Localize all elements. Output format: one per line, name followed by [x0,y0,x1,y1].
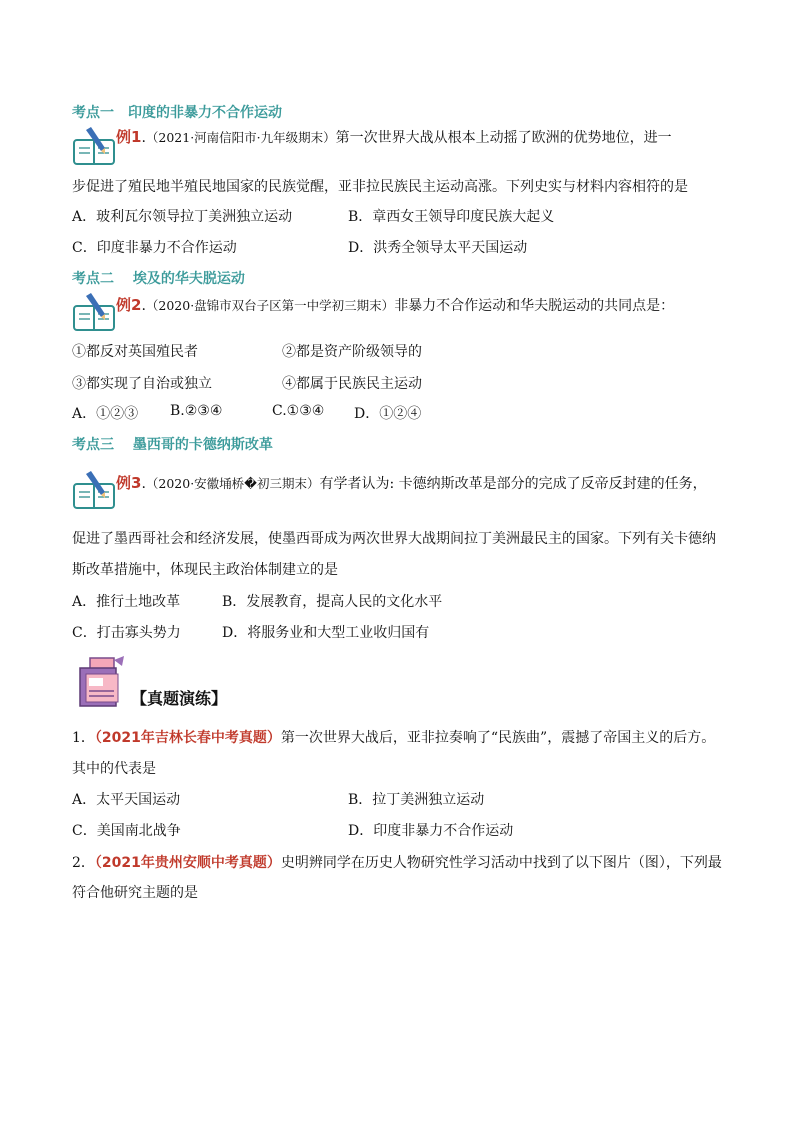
option-b: B．拉丁美洲独立运动 [348,792,485,808]
example-3 [116,472,707,493]
option-d: D．洪秀全领导太平天国运动 [348,240,528,256]
question-2-source: （2021年贵州安顺中考真题） [94,855,281,871]
option-a: A．玻利瓦尔领导拉丁美洲独立运动 [72,209,293,225]
practice-icon [76,656,128,708]
option-c: C.①③④ [272,403,325,419]
practice-question-1 [72,727,715,747]
question-2-number: 2． [72,855,95,871]
example-3-question-line3: 斯改革措施中，体现民主政治体制建立的是 [72,562,338,578]
example-2-question: 非暴力不合作运动和华夫脱运动的共同点是： [394,298,675,314]
book-pencil-icon [72,470,116,510]
option-c: C．美国南北战争 [72,823,181,839]
option-b: B．章西女王领导印度民族大起义 [348,209,555,225]
example-2 [116,294,674,315]
option-d: D．印度非暴力不合作运动 [348,823,514,839]
question-1-line2: 其中的代表是 [72,761,156,777]
example-1-source: （2021·河南信阳市·九年级期末） [145,130,336,145]
example-1 [116,126,672,147]
example-1-dot: . [141,130,146,146]
statement-3: ③都实现了自治或独立 [72,376,212,392]
practice-question-2 [72,852,722,872]
option-a: A．太平天国运动 [72,792,181,808]
example-2-source: （2020·盘锦市双台子区第一中学初三期末） [145,298,395,313]
example-3-dot: . [141,476,146,492]
book-pencil-icon [72,126,116,166]
kaodian-1-heading: 考点一 印度的非暴力不合作运动 [72,105,282,121]
example-2-label: 例2 [116,296,142,314]
option-d: D．将服务业和大型工业收归国有 [222,625,430,641]
example-2-dot: . [141,298,146,314]
option-c: C．打击寡头势力 [72,625,181,641]
question-1-source: （2021年吉林长春中考真题） [94,730,281,746]
option-c: C．印度非暴力不合作运动 [72,240,237,256]
statement-1: ①都反对英国殖民者 [72,344,198,360]
question-2-line1: 史明辨同学在历史人物研究性学习活动中找到了以下图片（图），下列最 [280,855,722,871]
question-1-number: 1． [72,730,95,746]
kaodian-3-heading: 考点三 墨西哥的卡德纳斯改革 [72,437,273,453]
option-b: B．发展教育，提高人民的文化水平 [222,594,443,610]
question-1-line1: 第一次世界大战后，亚非拉奏响了“民族曲”，震撼了帝国主义的后方。 [280,730,716,746]
example-1-question-line1: 第一次世界大战从根本上动摇了欧洲的优势地位，进一 [335,130,672,146]
practice-title: 【真题演练】 [131,689,228,708]
example-1-label: 例1 [116,128,142,146]
kaodian-2-heading: 考点二 埃及的华夫脱运动 [72,271,245,287]
question-2-line2: 符合他研究主题的是 [72,885,198,901]
example-3-source: （2020·安徽埇桥�初三期末） [145,476,320,491]
example-1-question-line2: 步促进了殖民地半殖民地国家的民族觉醒，亚非拉民族民主运动高涨。下列史实与材料内容相符的是 [72,179,688,195]
option-a: A．①②③ [72,406,139,422]
option-a: A．推行土地改革 [72,594,181,610]
statement-4: ④都属于民族民主运动 [282,376,422,392]
example-3-question-line2: 促进了墨西哥社会和经济发展，使墨西哥成为两次世界大战期间拉丁美洲最民主的国家。下列有关卡德纳 [72,531,716,547]
example-3-label: 例3 [116,474,142,492]
example-3-question-line1: 有学者认为: 卡德纳斯改革是部分的完成了反帝反封建的任务， [319,476,707,492]
book-pencil-icon [72,292,116,332]
option-b: B.②③④ [170,403,223,419]
option-d: D．①②④ [354,406,422,422]
statement-2: ②都是资产阶级领导的 [282,344,422,360]
